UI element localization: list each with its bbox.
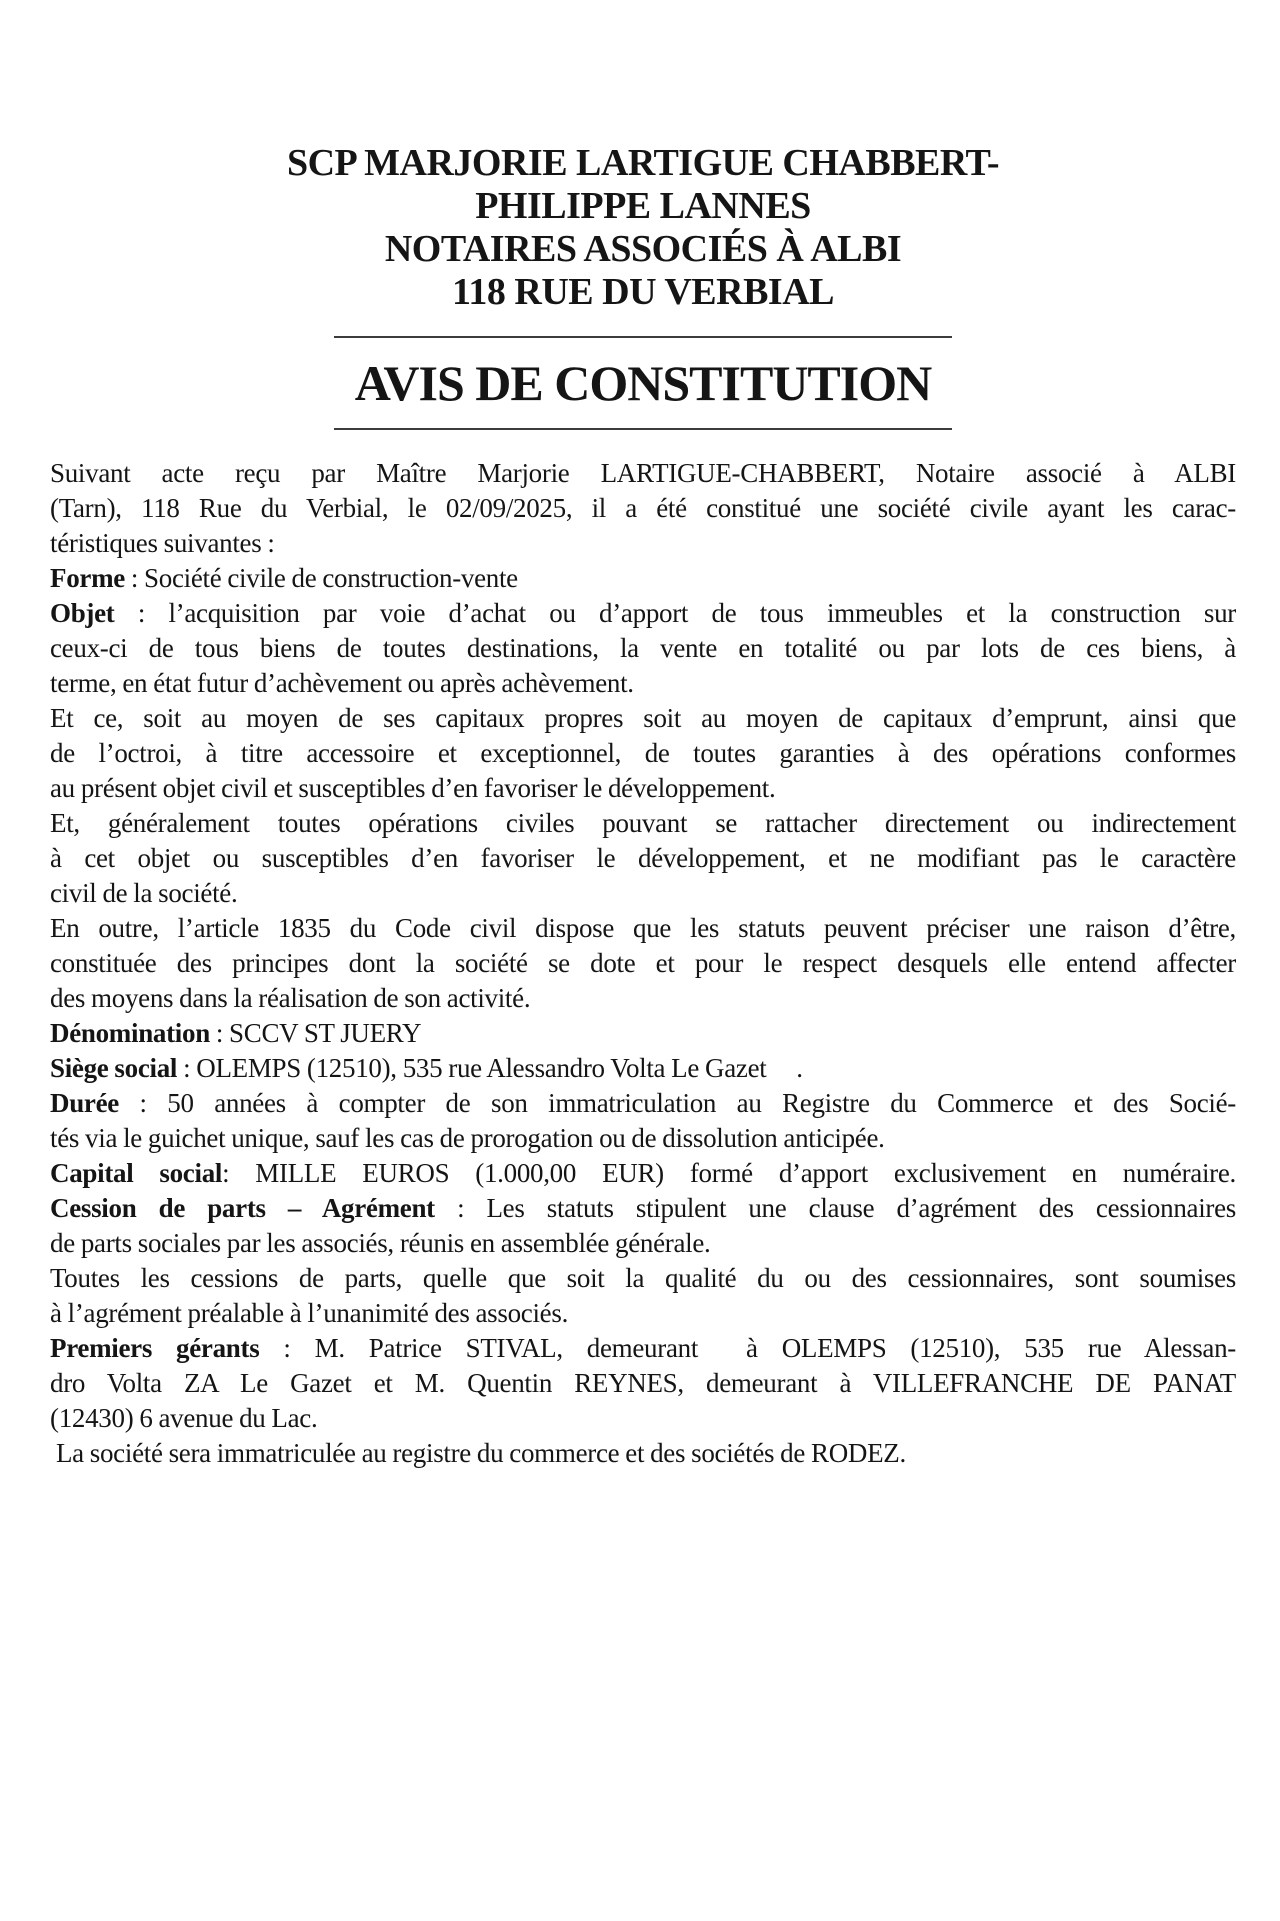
divider [334,428,952,430]
field-label: Cession de parts – Agrément [50,1193,435,1223]
body-line: Dénomination : SCCV ST JUERY [50,1018,422,1048]
paragraph [50,911,1236,1016]
body-line: à l’agrément préalable à l’unanimité des associés. [50,1298,569,1328]
body-line: Capital social: MILLE EUROS (1.000,00 EUR) formé d’apport exclusivement en numéraire. [50,1158,1236,1188]
body-line: de parts sociales par les associés, réunis en assemblée générale. [50,1228,711,1258]
field-label: Objet [50,598,115,628]
paragraph [50,701,1236,806]
divider [334,336,952,338]
body-line: Toutes les cessions de parts, quelle que soit la qualité du ou des cessionnaires, sont soumises [50,1263,1236,1293]
field-label: Forme [50,563,125,593]
body-line: Premiers gérants : M. Patrice STIVAL, demeurant à OLEMPS (12510), 535 rue Alessan- [50,1333,1236,1363]
body-line: (Tarn), 118 Rue du Verbial, le 02/09/2025, il a été constitué une société civile ayant les carac- [50,493,1236,523]
body-line: (12430) 6 avenue du Lac. [50,1403,318,1433]
body-line: tés via le guichet unique, sauf les cas de prorogation ou de dissolution anticipée. [50,1123,885,1153]
field-label: Premiers gérants [50,1333,260,1363]
paragraph [50,596,1236,701]
body-line: Objet : l’acquisition par voie d’achat ou d’apport de tous immeubles et la construction sur [50,598,1236,628]
paragraph [50,1436,1236,1471]
header-line: SCP MARJORIE LARTIGUE CHABBERT- [286,142,1000,184]
field-label: Dénomination [50,1018,210,1048]
body-line: En outre, l’article 1835 du Code civil dispose que les statuts peuvent préciser une raison d’être, [50,913,1236,943]
field-label: Durée [50,1088,119,1118]
body-line: civil de la société. [50,878,238,908]
paragraph [50,1261,1236,1331]
paragraph [50,1156,1236,1191]
paragraph [50,806,1236,911]
body-line: Cession de parts – Agrément : Les statuts stipulent une clause d’agrément des cessionnaires [50,1193,1236,1223]
header-line: 118 RUE DU VERBIAL [452,271,834,313]
body-line: de l’octroi, à titre accessoire et exceptionnel, de toutes garanties à des opérations conformes [50,738,1236,768]
header-line: PHILIPPE LANNES [475,185,811,227]
paragraph [50,561,1236,596]
paragraph [50,1016,1236,1051]
body-line: Suivant acte reçu par Maître Marjorie LARTIGUE-CHABBERT, Notaire associé à ALBI [50,458,1236,488]
body-line: Et, généralement toutes opérations civiles pouvant se rattacher directement ou indirectement [50,808,1236,838]
field-label: Capital social [50,1158,223,1188]
body-line: à cet objet ou susceptibles d’en favoriser le développement, et ne modifiant pas le caractère [50,843,1236,873]
body-line: téristiques suivantes : [50,528,275,558]
body-line: Siège social : OLEMPS (12510), 535 rue Alessandro Volta Le Gazet . [50,1053,803,1083]
header-block [50,142,1236,314]
body-line: constituée des principes dont la société se dote et pour le respect desquels elle entend affecter [50,948,1236,978]
body-text [50,456,1236,1471]
paragraph [50,456,1236,561]
paragraph [50,1331,1236,1436]
body-line: Forme : Société civile de construction-vente [50,563,518,593]
body-line: dro Volta ZA Le Gazet et M. Quentin REYNES, demeurant à VILLEFRANCHE DE PANAT [50,1368,1236,1398]
body-line: des moyens dans la réalisation de son activité. [50,983,531,1013]
body-line: ceux-ci de tous biens de toutes destinations, la vente en totalité ou par lots de ces biens, à [50,633,1236,663]
body-line: terme, en état futur d’achèvement ou après achèvement. [50,668,634,698]
body-line: Durée : 50 années à compter de son immatriculation au Registre du Commerce et des Socié- [50,1088,1236,1118]
body-line: La société sera immatriculée au registre du commerce et des sociétés de RODEZ. [50,1438,906,1468]
paragraph [50,1086,1236,1156]
body-line: au présent objet civil et susceptibles d’en favoriser le développement. [50,773,776,803]
paragraph [50,1051,1236,1086]
notice-title: AVIS DE CONSTITUTION [354,355,932,411]
paragraph [50,1191,1236,1261]
field-label: Siège social [50,1053,178,1083]
body-line: Et ce, soit au moyen de ses capitaux propres soit au moyen de capitaux d’emprunt, ainsi que [50,703,1236,733]
header-line: NOTAIRES ASSOCIÉS À ALBI [384,228,902,270]
